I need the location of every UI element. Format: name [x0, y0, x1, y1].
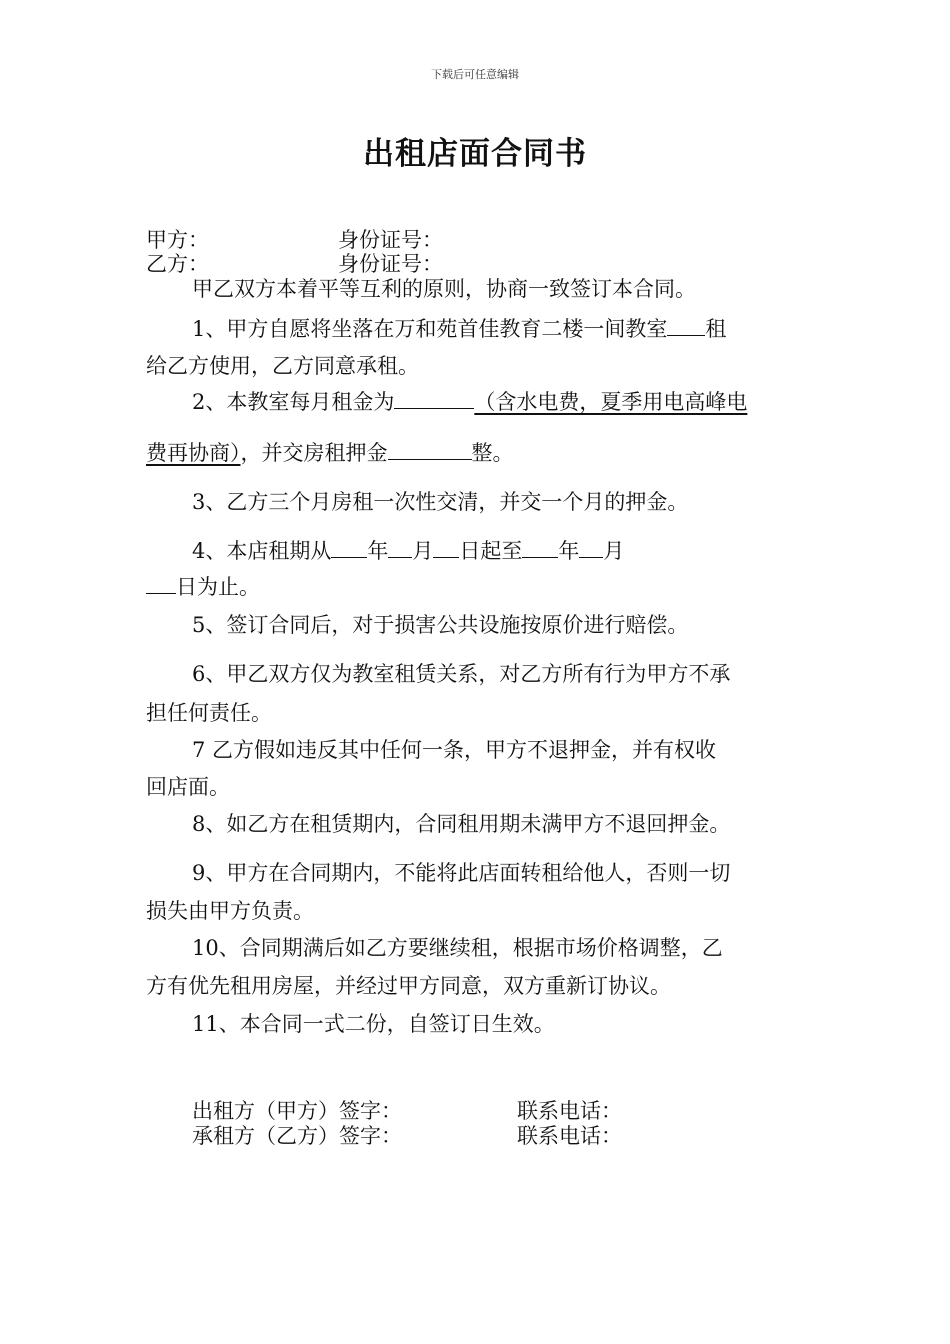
clause-3: 3、乙方三个月房租一次性交清，并交一个月的押金。	[192, 490, 689, 514]
fill-blank	[433, 537, 459, 558]
clause-10-line-1: 10、合同期满后如乙方要继续租，根据市场价格调整，乙	[192, 936, 723, 960]
clause-6-line-2: 担任何责任。	[146, 701, 272, 725]
clause-8: 8、如乙方在租赁期内，合同租用期未满甲方不退回押金。	[192, 812, 731, 836]
clause-9-line-1: 9、甲方在合同期内，不能将此店面转租给他人，否则一切	[192, 861, 731, 885]
clause-4-text: 4、本店租期从	[192, 539, 332, 563]
party-b-label: 乙方：	[146, 252, 209, 276]
clause-4-day-to: 日起至	[459, 539, 523, 563]
party-a-id-label: 身份证号：	[338, 228, 443, 252]
clause-2-underlined-2: 费再协商）	[146, 441, 241, 465]
clause-6-line-1: 6、甲乙双方仅为教室租赁关系，对乙方所有行为甲方不承	[192, 662, 731, 686]
clause-2-text: 2、本教室每月租金为	[192, 390, 395, 414]
document-title: 出租店面合同书	[363, 136, 587, 172]
lessor-signature-label: 出租方（甲方）签字：	[192, 1099, 402, 1123]
clause-4-year-2: 年	[558, 539, 580, 563]
fill-blank	[667, 315, 705, 336]
clause-4-year: 年	[367, 539, 389, 563]
clause-2-line-2	[146, 437, 514, 467]
fill-blank	[394, 388, 474, 409]
clause-9-line-2: 损失由甲方负责。	[146, 899, 314, 923]
header-note: 下载后可任意编辑	[431, 68, 519, 81]
clause-2-underlined: （含水电费，夏季用电高峰电	[474, 390, 748, 414]
fill-blank	[146, 573, 176, 594]
fill-blank	[388, 439, 472, 460]
party-a-label: 甲方：	[146, 228, 209, 252]
party-b-id-label: 身份证号：	[338, 252, 443, 276]
fill-blank	[331, 537, 367, 558]
clause-4-month-2: 月	[603, 539, 625, 563]
clause-10-line-2: 方有优先租用房屋，并经过甲方同意，双方重新订协议。	[146, 974, 671, 998]
fill-blank	[522, 537, 558, 558]
clause-4-end: 日为止。	[176, 575, 260, 599]
clause-1-end: 租	[705, 317, 727, 341]
clause-4-month: 月	[412, 539, 434, 563]
clause-4-line-2	[146, 571, 260, 601]
clause-1-line-1	[192, 313, 726, 343]
intro-paragraph: 甲乙双方本着平等互利的原则，协商一致签订本合同。	[192, 277, 696, 301]
clause-5: 5、签订合同后，对于损害公共设施按原价进行赔偿。	[192, 613, 689, 637]
clause-2-end: 整。	[471, 441, 514, 465]
lessor-phone-label: 联系电话：	[517, 1099, 622, 1123]
clause-7-line-1: 7 乙方假如违反其中任何一条，甲方不退押金，并有权收	[192, 738, 717, 762]
clause-4-line-1	[192, 535, 624, 565]
fill-blank	[388, 537, 412, 558]
clause-1-line-2: 给乙方使用，乙方同意承租。	[146, 354, 419, 378]
clause-7-line-2: 回店面。	[146, 775, 230, 799]
fill-blank	[579, 537, 603, 558]
clause-2-line-1	[192, 386, 747, 416]
lessee-phone-label: 联系电话：	[517, 1124, 622, 1148]
lessee-signature-label: 承租方（乙方）签字：	[192, 1124, 402, 1148]
clause-2-text-2: ，并交房租押金	[240, 441, 388, 465]
clause-1-text: 1、甲方自愿将坐落在万和苑首佳教育二楼一间教室	[192, 317, 668, 341]
clause-11: 11、本合同一式二份，自签订日生效。	[192, 1012, 555, 1036]
